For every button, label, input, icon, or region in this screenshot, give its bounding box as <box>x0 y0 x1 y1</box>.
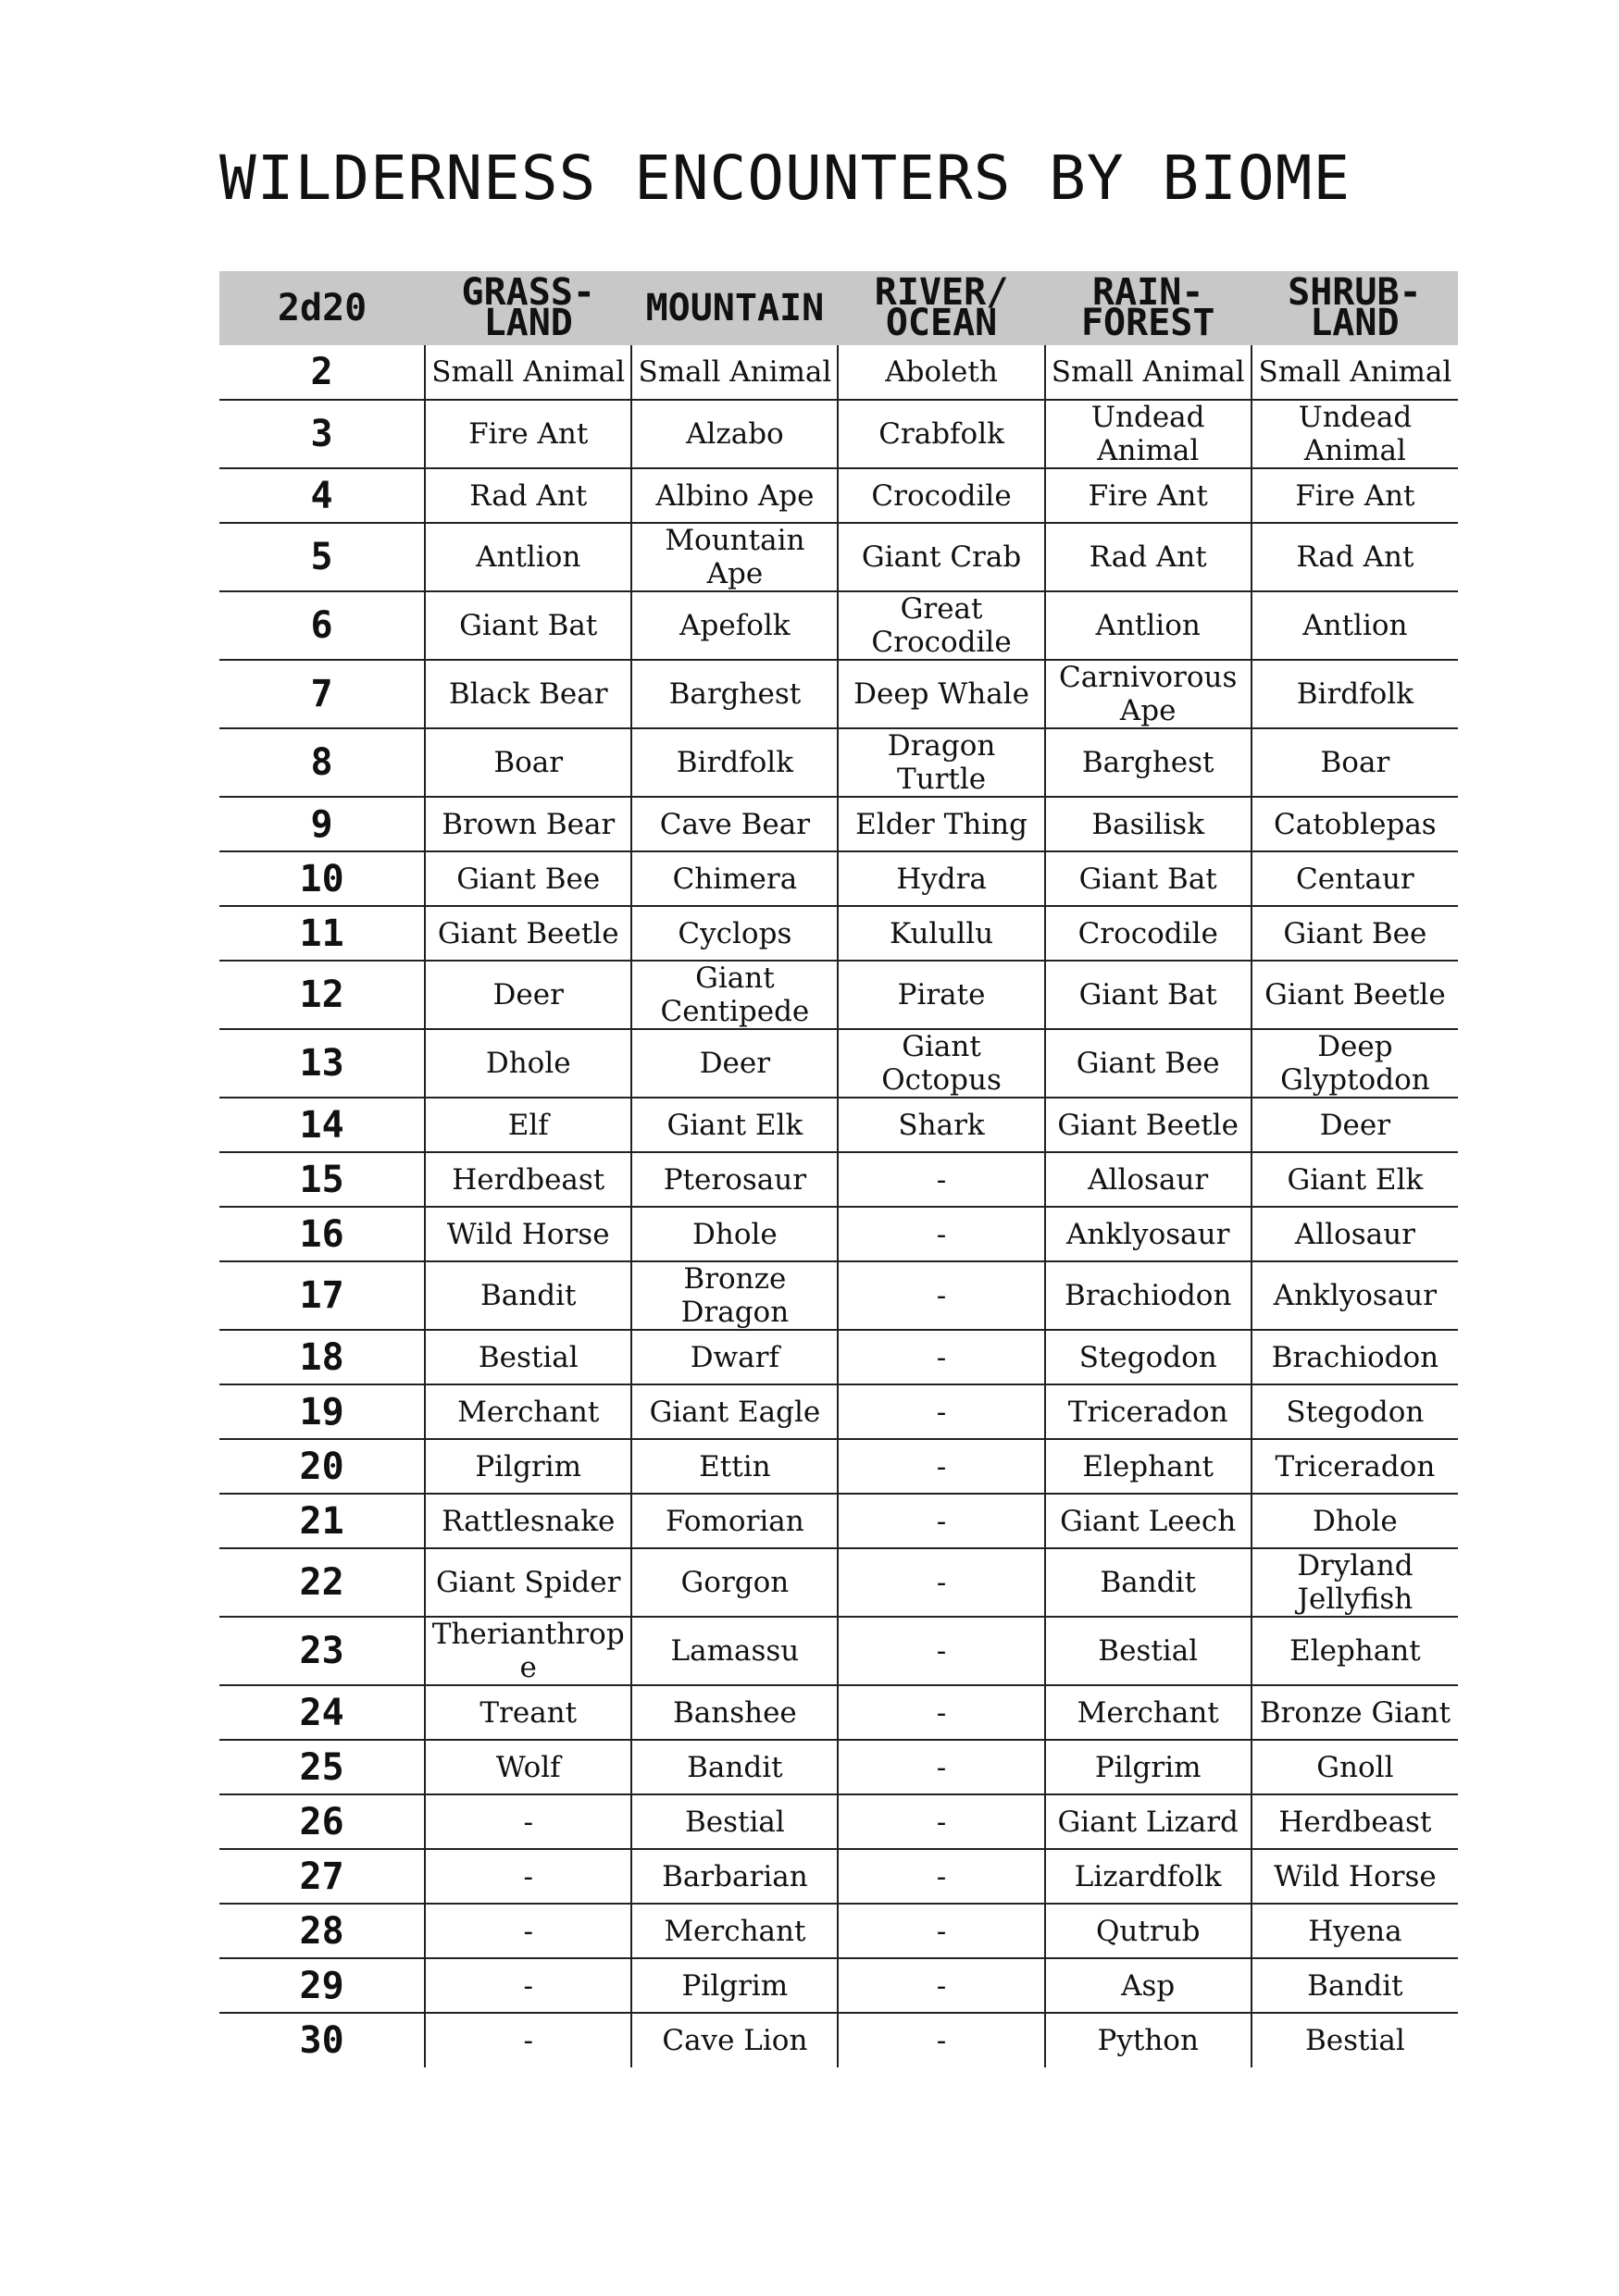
cell-river-ocean: - <box>838 1261 1044 1330</box>
cell-shrubland: Brachiodon <box>1252 1330 1458 1384</box>
cell-rainforest: Basilisk <box>1045 797 1252 851</box>
cell-river-ocean: Giant Crab <box>838 523 1044 591</box>
header-roll: 2d20 <box>277 286 367 329</box>
cell-roll: 23 <box>219 1617 425 1685</box>
cell-shrubland: Herdbeast <box>1252 1794 1458 1849</box>
cell-river-ocean: Great Crocodile <box>838 591 1044 660</box>
header-river-ocean: RIVER/ OCEAN <box>874 271 1009 344</box>
cell-river-ocean: Kulullu <box>838 906 1044 961</box>
cell-grassland: Fire Ant <box>425 400 631 468</box>
cell-roll: 17 <box>219 1261 425 1330</box>
cell-shrubland: Rad Ant <box>1252 523 1458 591</box>
cell-roll: 28 <box>219 1904 425 1958</box>
cell-river-ocean: - <box>838 1330 1044 1384</box>
cell-grassland: Wolf <box>425 1740 631 1794</box>
cell-shrubland: Fire Ant <box>1252 468 1458 523</box>
table-row <box>219 961 1458 1029</box>
cell-shrubland: Elephant <box>1252 1617 1458 1685</box>
cell-shrubland: Centaur <box>1252 851 1458 906</box>
cell-rainforest: Allosaur <box>1045 1152 1252 1207</box>
cell-rainforest: Pilgrim <box>1045 1740 1252 1794</box>
table-row <box>219 660 1458 728</box>
cell-grassland: Deer <box>425 961 631 1029</box>
cell-shrubland: Anklyosaur <box>1252 1261 1458 1330</box>
cell-rainforest: Undead Animal <box>1045 400 1252 468</box>
cell-rainforest: Carnivorous Ape <box>1045 660 1252 728</box>
cell-shrubland: Birdfolk <box>1252 660 1458 728</box>
cell-roll: 26 <box>219 1794 425 1849</box>
cell-river-ocean: - <box>838 1740 1044 1794</box>
cell-rainforest: Stegodon <box>1045 1330 1252 1384</box>
cell-river-ocean: - <box>838 1794 1044 1849</box>
cell-shrubland: Hyena <box>1252 1904 1458 1958</box>
cell-roll: 29 <box>219 1958 425 2013</box>
cell-mountain: Albino Ape <box>631 468 838 523</box>
cell-mountain: Apefolk <box>631 591 838 660</box>
cell-roll: 11 <box>219 906 425 961</box>
cell-shrubland: Dhole <box>1252 1494 1458 1548</box>
cell-roll: 7 <box>219 660 425 728</box>
table-row <box>219 1958 1458 2013</box>
cell-mountain: Deer <box>631 1029 838 1098</box>
cell-mountain: Bestial <box>631 1794 838 1849</box>
cell-roll: 27 <box>219 1849 425 1904</box>
cell-rainforest: Giant Bee <box>1045 1029 1252 1098</box>
cell-shrubland: Small Animal <box>1252 345 1458 400</box>
cell-grassland: Rad Ant <box>425 468 631 523</box>
cell-shrubland: Catoblepas <box>1252 797 1458 851</box>
cell-grassland: Merchant <box>425 1384 631 1439</box>
table-row <box>219 468 1458 523</box>
cell-roll: 12 <box>219 961 425 1029</box>
cell-roll: 13 <box>219 1029 425 1098</box>
cell-roll: 16 <box>219 1207 425 1261</box>
cell-river-ocean: Deep Whale <box>838 660 1044 728</box>
table-row <box>219 1261 1458 1330</box>
cell-mountain: Chimera <box>631 851 838 906</box>
cell-river-ocean: - <box>838 1849 1044 1904</box>
cell-rainforest: Brachiodon <box>1045 1261 1252 1330</box>
cell-roll: 6 <box>219 591 425 660</box>
cell-river-ocean: Crocodile <box>838 468 1044 523</box>
cell-roll: 14 <box>219 1098 425 1152</box>
cell-river-ocean: - <box>838 1384 1044 1439</box>
cell-mountain: Pterosaur <box>631 1152 838 1207</box>
cell-grassland: Wild Horse <box>425 1207 631 1261</box>
cell-grassland: Therianthrop e <box>425 1617 631 1685</box>
cell-mountain: Giant Centipede <box>631 961 838 1029</box>
cell-rainforest: Elephant <box>1045 1439 1252 1494</box>
table-row <box>219 1152 1458 1207</box>
cell-roll: 8 <box>219 728 425 797</box>
cell-shrubland: Deer <box>1252 1098 1458 1152</box>
cell-rainforest: Giant Bat <box>1045 961 1252 1029</box>
cell-grassland: - <box>425 1849 631 1904</box>
cell-grassland: Giant Bee <box>425 851 631 906</box>
cell-river-ocean: Shark <box>838 1098 1044 1152</box>
cell-grassland: Herdbeast <box>425 1152 631 1207</box>
cell-river-ocean: - <box>838 1685 1044 1740</box>
table-row <box>219 1849 1458 1904</box>
cell-rainforest: Small Animal <box>1045 345 1252 400</box>
cell-grassland: - <box>425 2013 631 2067</box>
cell-grassland: Boar <box>425 728 631 797</box>
cell-river-ocean: - <box>838 1904 1044 1958</box>
cell-mountain: Barbarian <box>631 1849 838 1904</box>
cell-shrubland: Boar <box>1252 728 1458 797</box>
cell-shrubland: Giant Elk <box>1252 1152 1458 1207</box>
cell-mountain: Gorgon <box>631 1548 838 1617</box>
table-row <box>219 1794 1458 1849</box>
cell-rainforest: Merchant <box>1045 1685 1252 1740</box>
cell-shrubland: Bandit <box>1252 1958 1458 2013</box>
table-row <box>219 2013 1458 2067</box>
cell-mountain: Cave Bear <box>631 797 838 851</box>
cell-river-ocean: - <box>838 1548 1044 1617</box>
cell-grassland: Rattlesnake <box>425 1494 631 1548</box>
cell-grassland: Dhole <box>425 1029 631 1098</box>
cell-river-ocean: - <box>838 1207 1044 1261</box>
cell-roll: 21 <box>219 1494 425 1548</box>
cell-grassland: Bandit <box>425 1261 631 1330</box>
cell-roll: 20 <box>219 1439 425 1494</box>
cell-mountain: Bronze Dragon <box>631 1261 838 1330</box>
cell-shrubland: Giant Beetle <box>1252 961 1458 1029</box>
encounter-table <box>219 271 1458 2067</box>
table-row <box>219 906 1458 961</box>
cell-river-ocean: - <box>838 1958 1044 2013</box>
cell-river-ocean: Giant Octopus <box>838 1029 1044 1098</box>
cell-river-ocean: Elder Thing <box>838 797 1044 851</box>
cell-rainforest: Giant Lizard <box>1045 1794 1252 1849</box>
cell-grassland: Pilgrim <box>425 1439 631 1494</box>
cell-river-ocean: Crabfolk <box>838 400 1044 468</box>
cell-mountain: Barghest <box>631 660 838 728</box>
cell-shrubland: Giant Bee <box>1252 906 1458 961</box>
cell-river-ocean: Hydra <box>838 851 1044 906</box>
cell-mountain: Birdfolk <box>631 728 838 797</box>
table-row <box>219 1904 1458 1958</box>
cell-roll: 4 <box>219 468 425 523</box>
cell-river-ocean: - <box>838 1494 1044 1548</box>
cell-grassland: Elf <box>425 1098 631 1152</box>
cell-rainforest: Bestial <box>1045 1617 1252 1685</box>
table-row <box>219 1330 1458 1384</box>
header-grassland: GRASS- LAND <box>461 271 595 344</box>
cell-river-ocean: - <box>838 2013 1044 2067</box>
cell-roll: 9 <box>219 797 425 851</box>
cell-roll: 5 <box>219 523 425 591</box>
table-row <box>219 1617 1458 1685</box>
cell-shrubland: Dryland Jellyfish <box>1252 1548 1458 1617</box>
cell-mountain: Lamassu <box>631 1617 838 1685</box>
cell-roll: 18 <box>219 1330 425 1384</box>
cell-shrubland: Antlion <box>1252 591 1458 660</box>
cell-mountain: Dwarf <box>631 1330 838 1384</box>
cell-rainforest: Bandit <box>1045 1548 1252 1617</box>
table-row <box>219 1685 1458 1740</box>
cell-river-ocean: Aboleth <box>838 345 1044 400</box>
page-title: WILDERNESS ENCOUNTERS BY BIOME <box>219 143 1351 214</box>
header-rainforest: RAIN- FOREST <box>1080 271 1215 344</box>
cell-river-ocean: - <box>838 1439 1044 1494</box>
cell-roll: 3 <box>219 400 425 468</box>
table-row <box>219 797 1458 851</box>
header-row <box>219 271 1458 345</box>
table-row <box>219 1494 1458 1548</box>
cell-roll: 2 <box>219 345 425 400</box>
cell-rainforest: Anklyosaur <box>1045 1207 1252 1261</box>
cell-mountain: Cave Lion <box>631 2013 838 2067</box>
cell-mountain: Alzabo <box>631 400 838 468</box>
cell-rainforest: Giant Leech <box>1045 1494 1252 1548</box>
table-row <box>219 728 1458 797</box>
cell-grassland: - <box>425 1794 631 1849</box>
cell-rainforest: Qutrub <box>1045 1904 1252 1958</box>
cell-roll: 22 <box>219 1548 425 1617</box>
cell-roll: 24 <box>219 1685 425 1740</box>
table-row <box>219 591 1458 660</box>
table-row <box>219 400 1458 468</box>
cell-river-ocean: - <box>838 1152 1044 1207</box>
cell-rainforest: Antlion <box>1045 591 1252 660</box>
cell-shrubland: Deep Glyptodon <box>1252 1029 1458 1098</box>
cell-mountain: Ettin <box>631 1439 838 1494</box>
cell-mountain: Giant Eagle <box>631 1384 838 1439</box>
cell-mountain: Small Animal <box>631 345 838 400</box>
cell-shrubland: Triceradon <box>1252 1439 1458 1494</box>
table-row <box>219 1384 1458 1439</box>
table-row <box>219 345 1458 400</box>
cell-mountain: Giant Elk <box>631 1098 838 1152</box>
cell-rainforest: Giant Bat <box>1045 851 1252 906</box>
cell-grassland: Black Bear <box>425 660 631 728</box>
cell-mountain: Dhole <box>631 1207 838 1261</box>
cell-roll: 25 <box>219 1740 425 1794</box>
table-row <box>219 1740 1458 1794</box>
cell-roll: 19 <box>219 1384 425 1439</box>
cell-roll: 30 <box>299 2019 344 2062</box>
cell-shrubland: Bestial <box>1252 2013 1458 2067</box>
table-row <box>219 523 1458 591</box>
cell-grassland: Brown Bear <box>425 797 631 851</box>
header-mountain: MOUNTAIN <box>645 286 825 329</box>
cell-rainforest: Crocodile <box>1045 906 1252 961</box>
cell-mountain: Mountain Ape <box>631 523 838 591</box>
cell-mountain: Fomorian <box>631 1494 838 1548</box>
cell-grassland: - <box>425 1904 631 1958</box>
cell-mountain: Pilgrim <box>631 1958 838 2013</box>
cell-grassland: Small Animal <box>425 345 631 400</box>
cell-shrubland: Allosaur <box>1252 1207 1458 1261</box>
header-shrubland: SHRUB- LAND <box>1288 271 1422 344</box>
cell-rainforest: Barghest <box>1045 728 1252 797</box>
cell-rainforest: Rad Ant <box>1045 523 1252 591</box>
cell-river-ocean: Pirate <box>838 961 1044 1029</box>
cell-mountain: Cyclops <box>631 906 838 961</box>
cell-roll: 10 <box>219 851 425 906</box>
cell-shrubland: Wild Horse <box>1252 1849 1458 1904</box>
cell-rainforest: Giant Beetle <box>1045 1098 1252 1152</box>
cell-mountain: Merchant <box>631 1904 838 1958</box>
cell-river-ocean: - <box>838 1617 1044 1685</box>
cell-rainforest: Triceradon <box>1045 1384 1252 1439</box>
table-row <box>219 1548 1458 1617</box>
table-row <box>219 1207 1458 1261</box>
table-row <box>219 1029 1458 1098</box>
cell-grassland: Giant Beetle <box>425 906 631 961</box>
cell-grassland: Bestial <box>425 1330 631 1384</box>
cell-rainforest: Fire Ant <box>1045 468 1252 523</box>
cell-grassland: Giant Bat <box>425 591 631 660</box>
cell-rainforest: Lizardfolk <box>1045 1849 1252 1904</box>
cell-shrubland: Bronze Giant <box>1252 1685 1458 1740</box>
table-row <box>219 851 1458 906</box>
cell-rainforest: Python <box>1045 2013 1252 2067</box>
cell-mountain: Banshee <box>631 1685 838 1740</box>
cell-shrubland: Stegodon <box>1252 1384 1458 1439</box>
cell-mountain: Bandit <box>631 1740 838 1794</box>
cell-rainforest: Asp <box>1045 1958 1252 2013</box>
cell-roll: 15 <box>219 1152 425 1207</box>
cell-grassland: - <box>425 1958 631 2013</box>
cell-grassland: Treant <box>425 1685 631 1740</box>
cell-grassland: Giant Spider <box>425 1548 631 1617</box>
cell-shrubland: Undead Animal <box>1252 400 1458 468</box>
cell-river-ocean: Dragon Turtle <box>838 728 1044 797</box>
cell-grassland: Antlion <box>425 523 631 591</box>
table-row <box>219 1439 1458 1494</box>
table-row <box>219 1098 1458 1152</box>
cell-shrubland: Gnoll <box>1252 1740 1458 1794</box>
